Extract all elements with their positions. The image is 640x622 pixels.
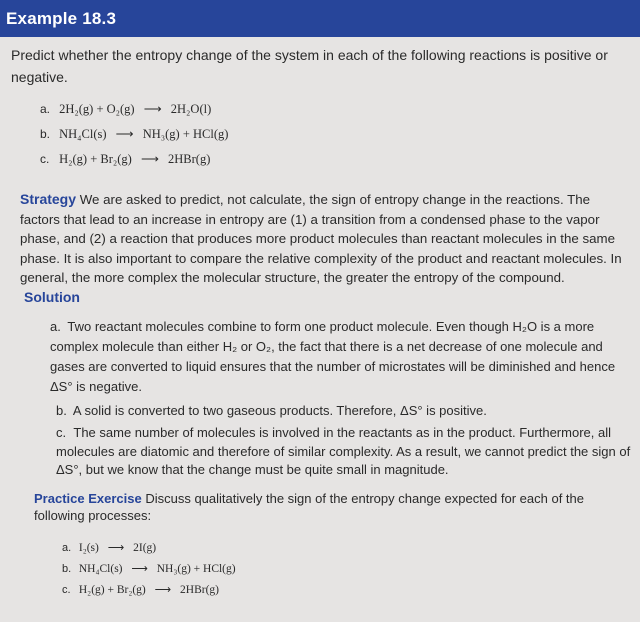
reaction-lhs: H₂(g) + Br₂(g) — [59, 152, 132, 166]
solution-label: b. — [56, 403, 67, 418]
intro-paragraph: Predict whether the entropy change of the system in each of the following reactions is positive or negative. — [11, 47, 608, 85]
reaction-label: b. — [62, 563, 72, 575]
reaction-c — [40, 151, 210, 167]
practice-reaction-c — [62, 582, 219, 596]
solution-text: The same number of molecules is involved in the reactants as in the product. Furthermore, all molecules are diatomic and therefore of similar complexity. As a result, we cannot predict the sign of ΔS°, but we know that the change must be quite small in magnitude. — [56, 425, 631, 477]
reaction-lhs: I₂(s) — [78, 542, 99, 554]
reaction-arrow: ⟶ — [140, 152, 159, 166]
reaction-arrow: ⟶ — [115, 127, 134, 141]
reaction-rhs: 2I(g) — [133, 542, 157, 554]
solution-text: A solid is converted to two gaseous products. Therefore, ΔS° is positive. — [72, 403, 487, 418]
reaction-rhs: NH₃(g) + HCl(g) — [156, 563, 236, 575]
strategy-heading: Strategy — [20, 191, 77, 207]
reaction-rhs: NH₃(g) + HCl(g) — [142, 127, 229, 141]
reaction-rhs: 2HBr(g) — [180, 584, 219, 596]
example-header-bar — [0, 0, 640, 37]
reaction-arrow: ⟶ — [154, 584, 172, 596]
reaction-label: a. — [40, 102, 51, 116]
solution-heading: Solution — [24, 289, 80, 305]
example-title: Example 18.3 — [6, 9, 117, 28]
reaction-label: c. — [40, 152, 50, 166]
reaction-label: b. — [40, 127, 51, 141]
solution-label: a. — [50, 319, 61, 334]
practice-paragraph — [34, 490, 624, 524]
reaction-arrow: ⟶ — [143, 102, 162, 116]
reaction-rhs: 2HBr(g) — [168, 152, 211, 166]
reaction-b — [40, 126, 228, 142]
solution-item-b — [56, 401, 634, 421]
reaction-arrow: ⟶ — [107, 542, 125, 554]
reaction-rhs: 2H₂O(l) — [170, 102, 212, 116]
reaction-arrow: ⟶ — [131, 563, 148, 575]
reaction-label: c. — [62, 584, 71, 596]
practice-reaction-b — [62, 561, 236, 575]
practice-heading: Practice Exercise — [34, 491, 142, 506]
solution-item-a — [50, 317, 635, 397]
solution-item-c — [56, 424, 634, 480]
solution-label: c. — [56, 425, 67, 440]
reaction-label: a. — [62, 542, 72, 554]
strategy-text: We are asked to predict, not calculate, the sign of entropy change in the reactions. The factors that lead to an increase in entropy are (1) a transition from a condensed phase to the vapor phase, and (2) a reaction that produces more product molecules than reactant molecules in the same phase. It is also important to compare the relative complexity of the product and reactant molecules. In general, the more complex the molecular structure, the greater the entropy of the compound. — [20, 192, 622, 285]
practice-text: Discuss qualitatively the sign of the entropy change expected for each of the following processes: — [34, 491, 584, 523]
solution-text: Two reactant molecules combine to form one product molecule. Even though H₂O is a more complex molecule than either H₂ or O₂, the fact that there is a net decrease of one molecule and gases are converted to liquid ensures that the number of microstates will be diminished and hence ΔS° is negative. — [50, 319, 616, 394]
strategy-paragraph — [20, 190, 632, 288]
reaction-lhs: NH₄Cl(s) — [78, 563, 123, 575]
reaction-a — [40, 101, 211, 117]
practice-reaction-a — [62, 540, 156, 554]
reaction-lhs: H₂(g) + Br₂(g) — [78, 584, 146, 596]
reaction-lhs: NH₄Cl(s) — [59, 127, 107, 141]
reaction-lhs: 2H₂(g) + O₂(g) — [59, 102, 135, 116]
